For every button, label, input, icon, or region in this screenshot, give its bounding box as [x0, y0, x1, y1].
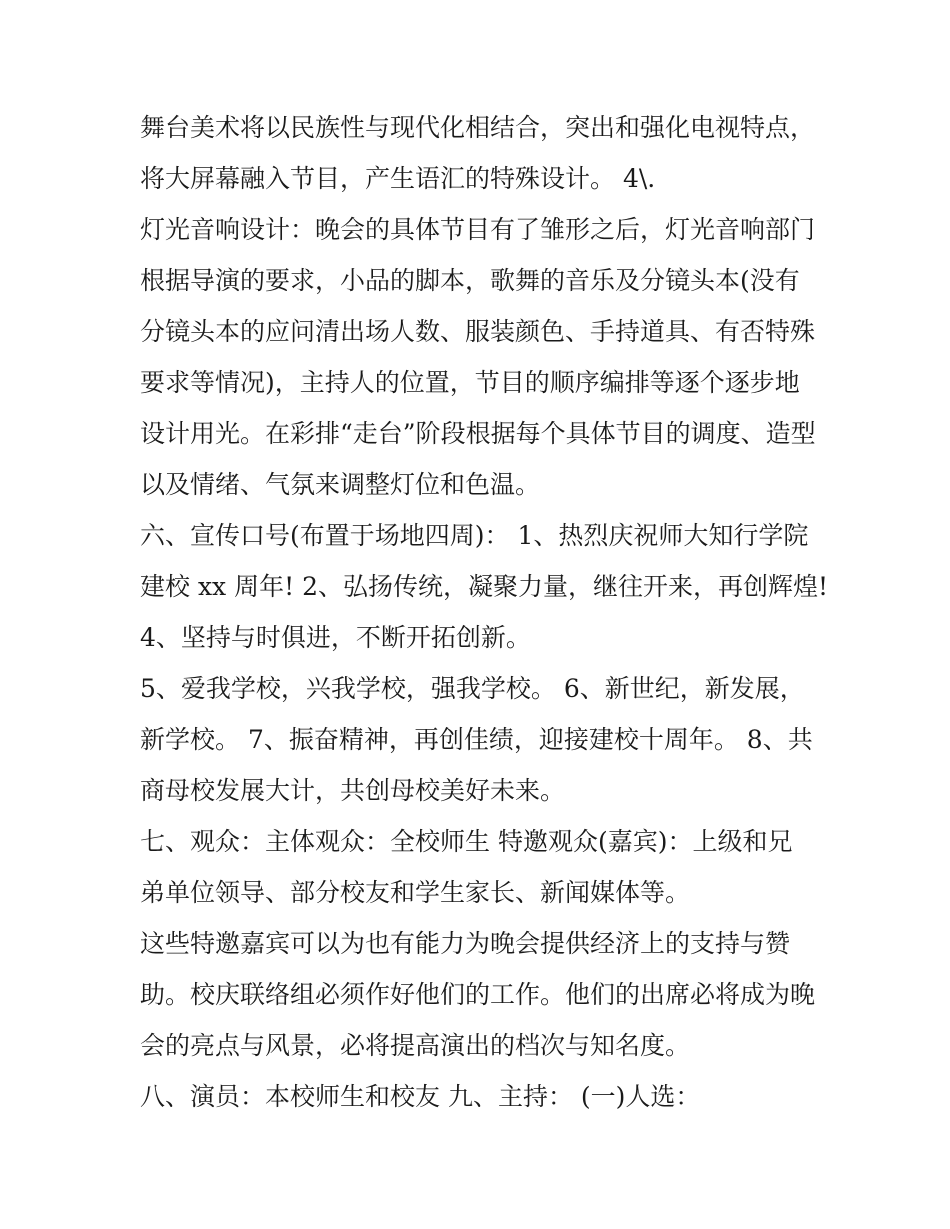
text-line: 以及情绪、气氛来调整灯位和色温。	[140, 470, 541, 499]
document-page	[140, 102, 840, 1122]
text-line: 4、坚持与时俱进，不断开拓创新。	[140, 623, 531, 652]
text-line: 商母校发展大计，共创母校美好未来。	[140, 776, 566, 805]
text-line: 分镜头本的应问清出场人数、服装颜色、手持道具、有否特殊	[140, 317, 816, 346]
text-line: 六、宣传口号(布置于场地四周)： 1、热烈庆祝师大知行学院	[140, 521, 809, 550]
text-line: 要求等情况)，主持人的位置，节目的顺序编排等逐个逐步地	[140, 368, 800, 397]
text-line: 设计用光。在彩排“走台”阶段根据每个具体节目的调度、造型	[140, 419, 816, 448]
text-line: 七、观众：主体观众：全校师生 特邀观众(嘉宾)：上级和兄	[140, 827, 793, 856]
text-line: 5、爱我学校，兴我学校，强我学校。 6、新世纪，新发展，	[140, 674, 805, 703]
text-line: 新学校。 7、振奋精神，再创佳绩，迎接建校十周年。 8、共	[140, 725, 813, 754]
text-line: 这些特邀嘉宾可以为也有能力为晚会提供经济上的支持与赞	[140, 929, 791, 958]
text-line: 八、演员：本校师生和校友 九、主持： (一)人选：	[140, 1082, 701, 1111]
text-line: 将大屏幕融入节目，产生语汇的特殊设计。 4\.	[140, 164, 656, 193]
text-line: 助。校庆联络组必须作好他们的工作。他们的出席必将成为晚	[140, 980, 816, 1009]
text-line: 弟单位领导、部分校友和学生家长、新闻媒体等。	[140, 878, 691, 907]
text-line: 舞台美术将以民族性与现代化相结合，突出和强化电视特点，	[140, 113, 816, 142]
text-line: 建校 xx 周年! 2、弘扬传统，凝聚力量，继往开来，再创辉煌!	[140, 572, 829, 601]
text-line: 灯光音响设计：晚会的具体节目有了雏形之后，灯光音响部门	[140, 215, 816, 244]
text-line: 根据导演的要求，小品的脚本，歌舞的音乐及分镜头本(没有	[140, 266, 800, 295]
text-line: 会的亮点与风景，必将提高演出的档次与知名度。	[140, 1031, 691, 1060]
